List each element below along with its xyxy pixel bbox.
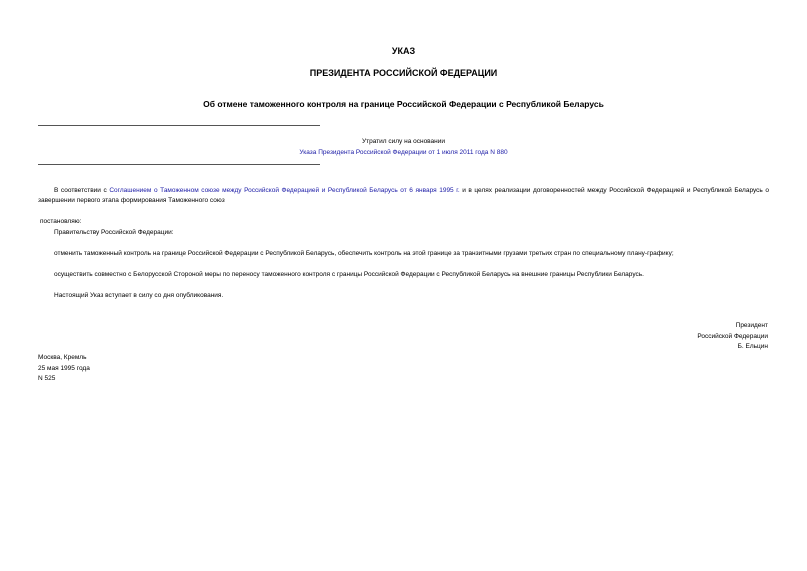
place-date-block	[38, 353, 90, 385]
paragraph-effective: Настоящий Указ вступает в силу со дня опубликования.	[54, 292, 224, 299]
divider-bottom	[38, 164, 320, 165]
signing-date: 25 мая 1995 года	[38, 364, 90, 372]
paragraph-government: Правительству Российской Федерации:	[54, 229, 174, 236]
signing-place: Москва, Кремль	[38, 354, 87, 361]
customs-union-agreement-link[interactable]: Соглашением о Таможенном союзе между Российской Федерацией и Республикой Беларусь от 6 января 1995 г.	[109, 187, 460, 194]
decree-subject: Об отмене таможенного контроля на границе Российской Федерации с Республикой Беларусь	[203, 99, 604, 109]
decree-word: постановляю:	[40, 218, 82, 225]
signature-country: Российской Федерации	[697, 332, 768, 340]
preamble-paragraph	[38, 186, 769, 206]
paragraph-transfer-control: осуществить совместно с Белорусской Стороной меры по переносу таможенного контроля с границы Российской Федерации с Республикой Беларусь на внешние границы Республики Беларусь.	[54, 271, 644, 278]
paragraph-cancel-control: отменить таможенный контроль на границе Российской Федерации с Республикой Беларусь, обеспечить контроль на этой границе за транзитными грузами третьих стран по специальному плану-графику;	[54, 250, 674, 257]
status-note-link-line	[0, 149, 807, 156]
decree-number: N 525	[38, 375, 56, 382]
signature-block	[697, 321, 768, 353]
divider-top	[38, 125, 320, 126]
signature-name: Б. Ельцин	[737, 343, 768, 350]
status-note-text: Утратил силу на основании	[361, 138, 446, 145]
decree-issuer: ПРЕЗИДЕНТА РОССИЙСКОЙ ФЕДЕРАЦИИ	[309, 68, 498, 78]
signature-title: Президент	[735, 322, 768, 329]
preamble-prefix: В соответствии с	[54, 187, 110, 194]
preamble-suffix: и в целях реализации договоренностей между Российской Федерацией и Республикой Беларусь о завершении первого этапа формирования Таможенного союз	[38, 187, 769, 204]
repeal-decree-link[interactable]: Указа Президента Российской Федерации от 1 июля 2011 года N 880	[299, 149, 508, 156]
decree-title: УКАЗ	[391, 46, 416, 56]
